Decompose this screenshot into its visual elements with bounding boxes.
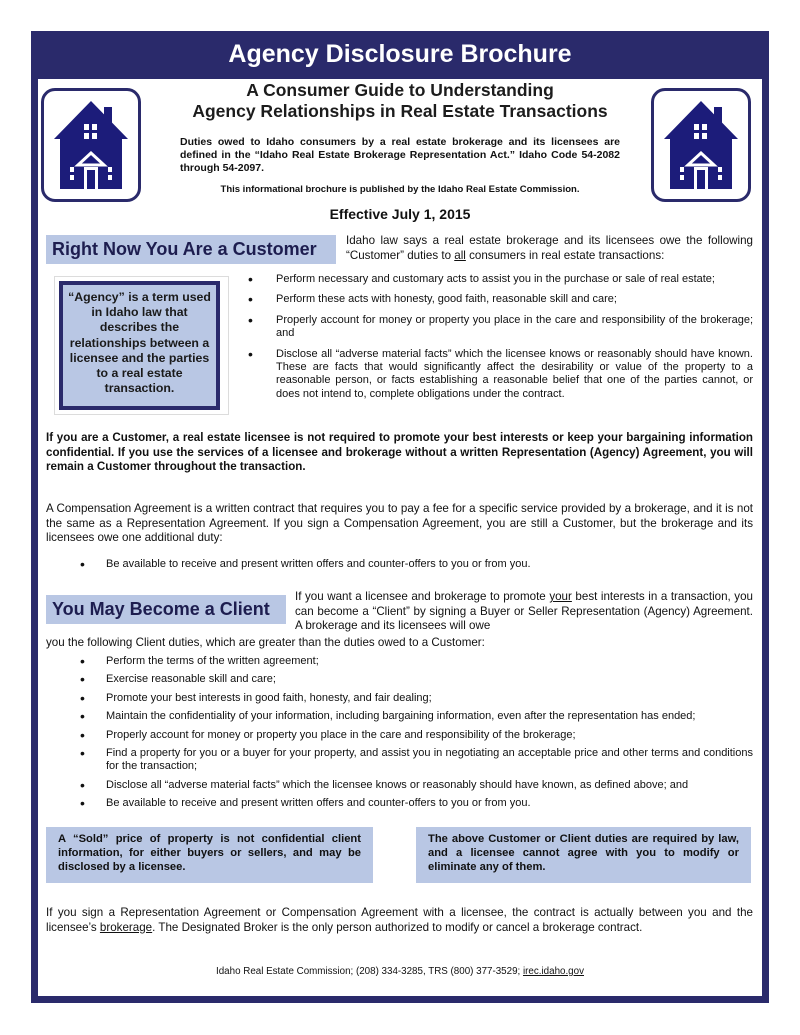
house-icon bbox=[654, 91, 748, 199]
client-duties-list bbox=[80, 653, 753, 812]
page-title: Agency Disclosure Brochure bbox=[228, 40, 572, 68]
customer-warning: If you are a Customer, a real estate licensee is not required to promote your best interests or keep your bargaining information confidential. If you use the services of a licensee and brokerage without a written Representation (Agency) Agreement, you will remain a Customer throughout the transaction. bbox=[46, 431, 753, 473]
client-duty-text: Perform the terms of the written agreement; bbox=[106, 655, 319, 667]
additional-duty-text: Be available to receive and present written offers and counter-offers to you or from you. bbox=[106, 558, 531, 570]
client-intro-text-end: best interests in a transaction, you can become a “Client” by signing a Buyer or Seller Representation (Agency) Agreement. A brokerage and its licensees will owe bbox=[295, 590, 753, 632]
client-intro-emphasis: your bbox=[549, 590, 572, 603]
customer-intro-text: Idaho law says a real estate brokerage and its licensees owe the following “Customer” duties to bbox=[346, 234, 753, 262]
client-duty-text: Maintain the confidentiality of your information, including bargaining information, even after the representation has ended; bbox=[106, 710, 696, 723]
list-item: • Find a property for you or a buyer for your property, and assist you in negotiating an acceptable price and other terms and conditions for the transaction; bbox=[80, 745, 753, 773]
customer-intro-emphasis: all bbox=[454, 248, 466, 262]
customer-intro bbox=[346, 234, 753, 263]
house-icon-left bbox=[41, 88, 141, 202]
additional-duty-list bbox=[80, 556, 753, 572]
list-item: • Perform these acts with honesty, good faith, reasonable skill and care; bbox=[248, 291, 617, 308]
client-duty-text: Promote your best interests in good faith, honesty, and fair dealing; bbox=[106, 691, 432, 704]
customer-duty-text: Perform these acts with honesty, good faith, reasonable skill and care; bbox=[276, 293, 617, 306]
footer-link[interactable]: irec.idaho.gov bbox=[522, 966, 584, 977]
subtitle bbox=[170, 80, 630, 122]
required-by-law-note: The above Customer or Client duties are required by law, and a licensee cannot agree with you to modify or eliminate any of them. bbox=[416, 827, 751, 883]
list-item: • Properly account for money or property you place in the care and responsibility of the brokerage; and bbox=[248, 311, 753, 340]
house-icon-right bbox=[651, 88, 751, 202]
list-item: • Maintain the confidentiality of your information, including bargaining information, even after the representation has ended; bbox=[80, 708, 696, 725]
brokerage-emphasis: brokerage bbox=[99, 920, 153, 934]
sold-price-note: A “Sold” price of property is not confidential client information, for either buyers or sellers, and may be disclosed by a licensee. bbox=[46, 827, 373, 883]
list-item: • Properly account for money or property you place in the care and responsibility of the brokerage; bbox=[80, 726, 576, 743]
closing-paragraph bbox=[46, 906, 753, 935]
client-intro bbox=[295, 590, 753, 634]
duties-intro: Duties owed to Idaho consumers by a real estate brokerage and its licensees are defined in the “Idaho Real Estate Brokerage Representation Act.” Idaho Code 54-2082 through 54-2097. bbox=[180, 136, 620, 174]
list-item: • Exercise reasonable skill and care; bbox=[80, 671, 276, 688]
client-duty-text: Disclose all “adverse material facts” which the licensee knows or reasonably should have known, as defined above; and bbox=[106, 778, 689, 791]
customer-duties-list bbox=[248, 271, 753, 401]
customer-heading: Right Now You Are a Customer bbox=[46, 235, 336, 264]
client-duty-text: Exercise reasonable skill and care; bbox=[106, 673, 276, 686]
list-item: • Promote your best interests in good faith, honesty, and fair dealing; bbox=[80, 689, 432, 706]
agency-note: “Agency” is a term used in Idaho law that describes the relationships between a licensee and the parties to a real estate transaction. bbox=[59, 281, 220, 410]
client-duty-text: Find a property for you or a buyer for your property, and assist you in negotiating an acceptable price and other terms and conditions for the transaction; bbox=[106, 747, 753, 773]
client-intro-continued: you the following Client duties, which are greater than the duties owed to a Customer: bbox=[46, 636, 485, 649]
list-item: • Be available to receive and present written offers and counter-offers to you or from you. bbox=[80, 556, 531, 572]
house-icon bbox=[44, 91, 138, 199]
closing-text-end: . The Designated Broker is the only person authorized to modify or cancel a brokerage contract. bbox=[152, 920, 643, 934]
list-item: • Be available to receive and present written offers and counter-offers to you or from you. bbox=[80, 795, 531, 812]
customer-duty-text: Properly account for money or property you place in the care and responsibility of the brokerage; and bbox=[276, 313, 753, 340]
list-item: • Disclose all “adverse material facts” which the licensee knows or reasonably should have known, as defined above; and bbox=[80, 776, 689, 793]
footer bbox=[40, 966, 760, 977]
footer-contact: Idaho Real Estate Commission; (208) 334-3285, TRS (800) 377-3529; bbox=[216, 966, 523, 977]
customer-duty-text: Perform necessary and customary acts to assist you in the purchase or sale of real estate; bbox=[276, 273, 715, 285]
published-note: This informational brochure is published by the Idaho Real Estate Commission. bbox=[220, 184, 580, 195]
client-duty-text: Properly account for money or property you place in the care and responsibility of the brokerage; bbox=[106, 728, 576, 741]
list-item: • Perform the terms of the written agreement; bbox=[80, 653, 319, 669]
client-duty-text: Be available to receive and present written offers and counter-offers to you or from you. bbox=[106, 797, 531, 810]
customer-duty-text: Disclose all “adverse material facts” which the licensee knows or reasonably should have known. These are facts that would significantly affect the desirability or value of the property to a reasonable person, or facts establishing a reasonable belief that one of the parties cannot, or does not intend to, complete obligations under the contract. bbox=[276, 347, 753, 400]
subtitle-line-2: Agency Relationships in Real Estate Transactions bbox=[192, 101, 608, 121]
client-intro-text: If you want a licensee and brokerage to promote bbox=[295, 590, 550, 603]
list-item: • Perform necessary and customary acts to assist you in the purchase or sale of real estate; bbox=[248, 271, 715, 287]
client-heading: You May Become a Client bbox=[46, 595, 286, 624]
customer-intro-text-end: consumers in real estate transactions: bbox=[465, 248, 665, 262]
effective-date: Effective July 1, 2015 bbox=[329, 206, 471, 222]
list-item: • Disclose all “adverse material facts” which the licensee knows or reasonably should have known. These are facts that would significantly affect the desirability or value of the property to a reasonable person, or facts establishing a reasonable belief that one of the parties cannot, or does not intend to, complete obligations under the contract. bbox=[248, 345, 753, 400]
compensation-paragraph: A Compensation Agreement is a written contract that requires you to pay a fee for a specific service provided by a brokerage, and it is not the same as a Representation Agreement. If you sign a Compensation Agreement, you are still a Customer, but the brokerage and its licensees owe one additional duty: bbox=[46, 502, 753, 544]
subtitle-line-1: A Consumer Guide to Understanding bbox=[246, 80, 554, 100]
closing-text: If you sign a Representation Agreement or Compensation Agreement with a licensee, the contract is actually between you and the licensee’s bbox=[46, 906, 753, 934]
